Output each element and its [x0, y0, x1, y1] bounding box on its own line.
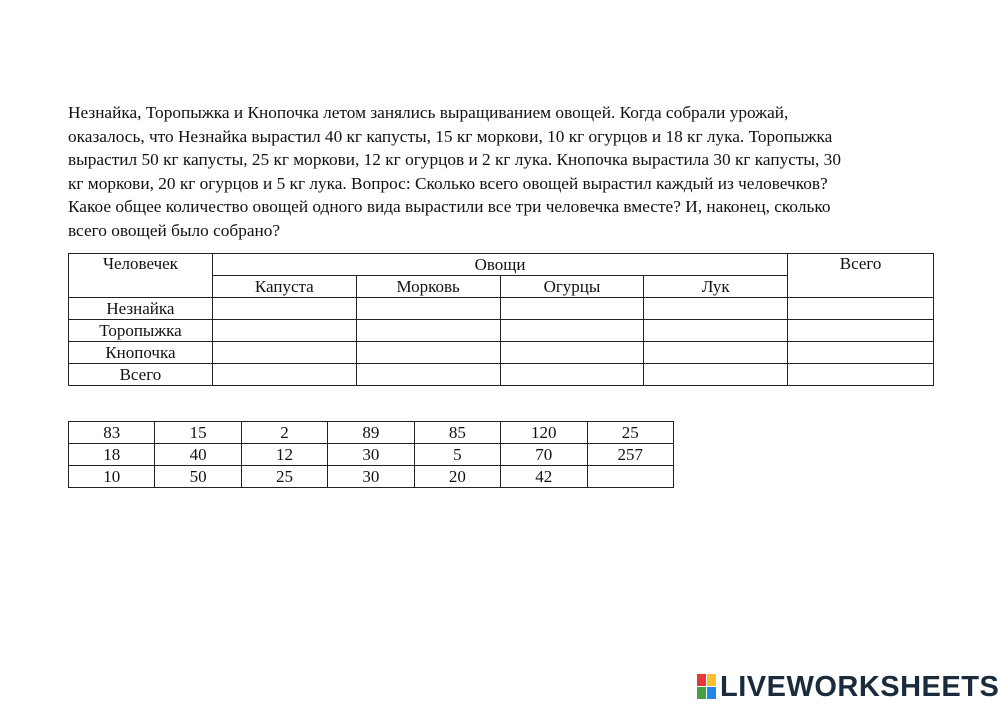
number-cell[interactable]: 50 [155, 466, 241, 488]
answer-cell[interactable] [644, 342, 788, 364]
problem-line: вырастил 50 кг капусты, 25 кг моркови, 12 кг огурцов и 2 кг лука. Кнопочка вырастила 30 кг капусты, 30 [68, 150, 841, 170]
number-cell[interactable]: 70 [501, 444, 587, 466]
number-cell[interactable]: 5 [414, 444, 500, 466]
number-cell[interactable]: 120 [501, 422, 587, 444]
problem-text [68, 101, 938, 243]
number-cell[interactable]: 2 [241, 422, 327, 444]
logo-square-blue [707, 687, 716, 699]
answer-cell[interactable] [212, 364, 356, 386]
answer-cell[interactable] [356, 364, 500, 386]
number-cell[interactable]: 40 [155, 444, 241, 466]
table-row [69, 364, 934, 386]
row-label-knopochka: Кнопочка [69, 342, 213, 364]
answer-cell[interactable] [212, 342, 356, 364]
number-cell[interactable]: 12 [241, 444, 327, 466]
number-cell[interactable]: 30 [328, 466, 414, 488]
answer-cell[interactable] [356, 298, 500, 320]
row-label-toropyzhka: Торопыжка [69, 320, 213, 342]
logo-text: LIVEWORKSHEETS [720, 670, 1000, 703]
problem-line: кг моркови, 20 кг огурцов и 5 кг лука. Вопрос: Сколько всего овощей вырастил каждый из человечков? [68, 173, 828, 193]
answer-cell[interactable] [788, 364, 934, 386]
logo-square-red [697, 674, 706, 686]
header-onion: Лук [644, 276, 788, 298]
number-cell[interactable]: 89 [328, 422, 414, 444]
number-cell[interactable]: 25 [587, 422, 674, 444]
problem-line: всего овощей было собрано? [68, 220, 281, 240]
number-cell[interactable]: 30 [328, 444, 414, 466]
liveworksheets-logo [697, 672, 999, 702]
problem-line: Незнайка, Торопыжка и Кнопочка летом занялись выращиванием овощей. Когда собрали урожай, [68, 103, 789, 122]
answer-cell[interactable] [788, 298, 934, 320]
header-vegetables: Овощи [212, 254, 787, 276]
header-cabbage: Капуста [212, 276, 356, 298]
header-carrot: Морковь [356, 276, 500, 298]
problem-line: Какое общее количество овощей одного вида вырастили все три человечка вместе? И, наконец, сколько [68, 197, 831, 217]
number-cell[interactable] [587, 466, 674, 488]
vegetables-table [68, 253, 934, 386]
header-total: Всего [788, 254, 934, 298]
answer-cell[interactable] [212, 320, 356, 342]
header-person: Человечек [69, 254, 213, 298]
table-row [69, 466, 674, 488]
answer-cell[interactable] [788, 342, 934, 364]
number-cell[interactable]: 25 [241, 466, 327, 488]
problem-line: оказалось, что Незнайка вырастил 40 кг капусты, 15 кг моркови, 10 кг огурцов и 18 кг лука. Торопыжка [68, 126, 833, 146]
answer-cell[interactable] [788, 320, 934, 342]
answer-cell[interactable] [356, 342, 500, 364]
logo-square-yellow [707, 674, 716, 686]
number-cell[interactable]: 20 [414, 466, 500, 488]
number-cell[interactable]: 83 [69, 422, 155, 444]
answer-cell[interactable] [644, 298, 788, 320]
answer-cell[interactable] [500, 320, 644, 342]
liveworksheets-logo-icon [697, 674, 717, 700]
row-label-neznaika: Незнайка [69, 298, 213, 320]
number-cell[interactable]: 15 [155, 422, 241, 444]
answer-cell[interactable] [500, 342, 644, 364]
answer-cell[interactable] [644, 364, 788, 386]
answer-cell[interactable] [644, 320, 788, 342]
number-cell[interactable]: 42 [501, 466, 587, 488]
number-cell[interactable]: 257 [587, 444, 674, 466]
number-cell[interactable]: 18 [69, 444, 155, 466]
answer-cell[interactable] [500, 298, 644, 320]
answer-cell[interactable] [356, 320, 500, 342]
logo-square-green [697, 687, 706, 699]
answer-cell[interactable] [212, 298, 356, 320]
table-row [69, 342, 934, 364]
table-row [69, 298, 934, 320]
number-cell[interactable]: 85 [414, 422, 500, 444]
row-label-total: Всего [69, 364, 213, 386]
numbers-bank-table [68, 421, 674, 488]
header-cucumbers: Огурцы [500, 276, 644, 298]
table-row [69, 320, 934, 342]
answer-cell[interactable] [500, 364, 644, 386]
table-row [69, 422, 674, 444]
number-cell[interactable]: 10 [69, 466, 155, 488]
table-row [69, 444, 674, 466]
